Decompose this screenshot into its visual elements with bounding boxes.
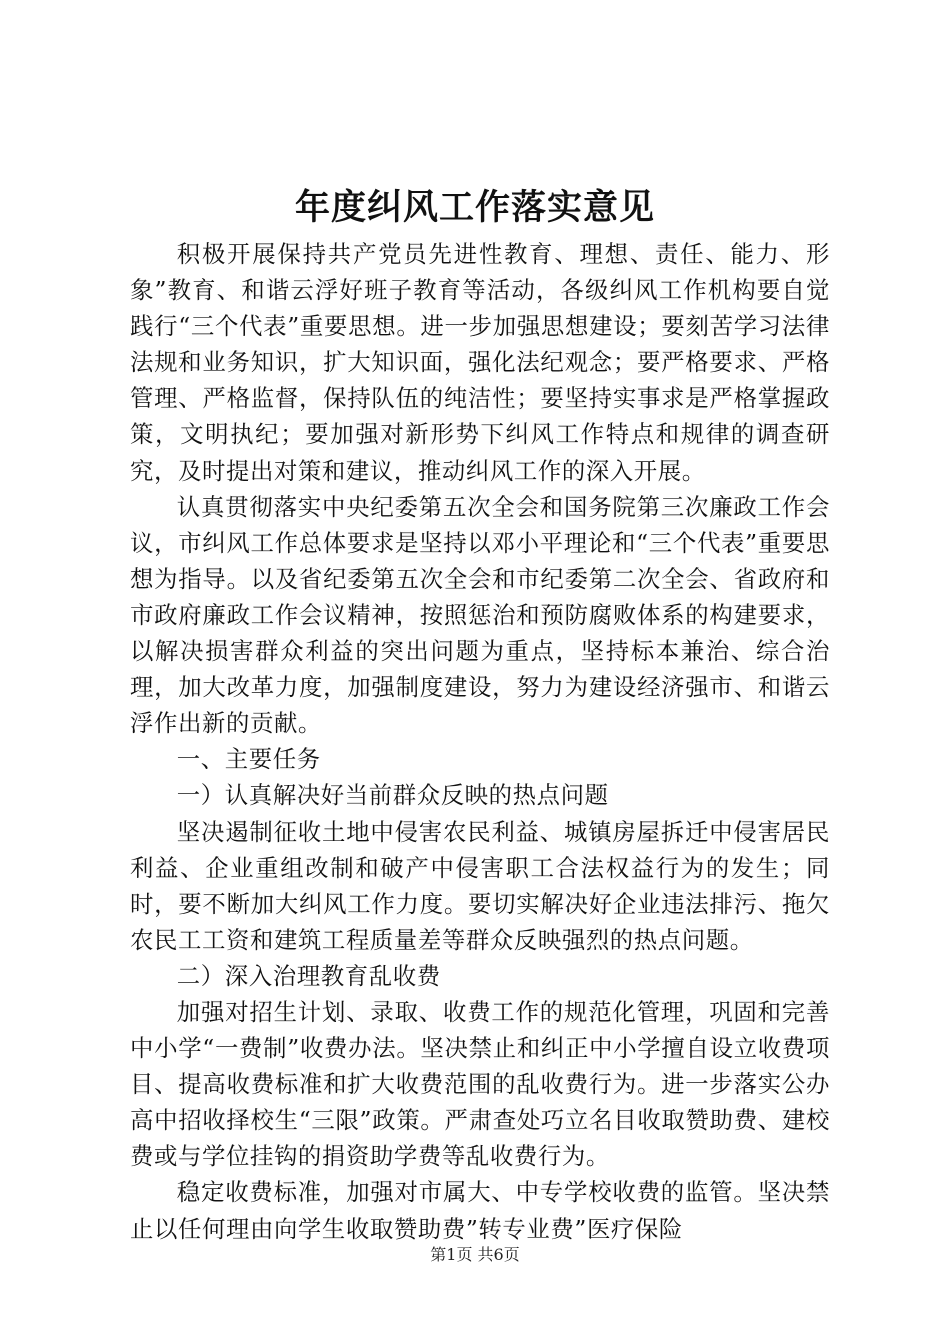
paragraph-hot-issues: 坚决遏制征收土地中侵害农民利益、城镇房屋拆迁中侵害居民利益、企业重组改制和破产中侵害职工合法权益行为的发生；同时，要不断加大纠风工作力度。要切实解决好企业违法排污、拖欠农民工工资和建筑工程质量差等群众反映强烈的热点问题。: [130, 817, 830, 954]
paragraph-intro: 积极开展保持共产党员先进性教育、理想、责任、能力、形象”教育、和谐云浮好班子教育等活动，各级纠风工作机构要自觉践行“三个代表”重要思想。进一步加强思想建设；要刻苦学习法律法规和业务知识，扩大知识面，强化法纪观念；要严格要求、严格管理、严格监督，保持队伍的纯洁性；要坚持实事求是严格掌握政策，文明执纪；要加强对新形势下纠风工作特点和规律的调查研究，及时提出对策和建议，推动纠风工作的深入开展。: [130, 240, 830, 485]
paragraph-education-fees: 加强对招生计划、录取、收费工作的规范化管理，巩固和完善中小学“一费制”收费办法。坚决禁止和纠正中小学擅自设立收费项目、提高收费标准和扩大收费范围的乱收费行为。进一步落实公办高中招收择校生“三限”政策。严肃查处巧立名目收取赞助费、建校费或与学位挂钩的捐资助学费等乱收费行为。: [130, 997, 830, 1171]
document-title: 年度纠风工作落实意见: [294, 187, 655, 228]
document-body: [130, 236, 830, 1247]
subsection-heading-education-fees: 二）深入治理教育乱收费: [176, 961, 441, 990]
paragraph-fee-standards: 稳定收费标准，加强对市属大、中专学校收费的监管。坚决禁止以任何理由向学生收取赞助费”转专业费”医疗保险: [130, 1178, 830, 1243]
page-number-footer: 第1页 共6页: [430, 1245, 520, 1264]
subsection-heading-hot-issues: 一）认真解决好当前群众反映的热点问题: [176, 781, 609, 810]
paragraph-guiding-principles: 认真贯彻落实中央纪委第五次全会和国务院第三次廉政工作会议，市纠风工作总体要求是坚持以邓小平理论和“三个代表”重要思想为指导。以及省纪委第五次全会和市纪委第二次全会、省政府和市政府廉政工作会议精神，按照惩治和预防腐败体系的构建要求，以解决损害群众利益的突出问题为重点，坚持标本兼治、综合治理，加大改革力度，加强制度建设，努力为建设经济强市、和谐云浮作出新的贡献。: [130, 492, 830, 738]
section-heading-main-tasks: 一、主要任务: [176, 745, 321, 774]
